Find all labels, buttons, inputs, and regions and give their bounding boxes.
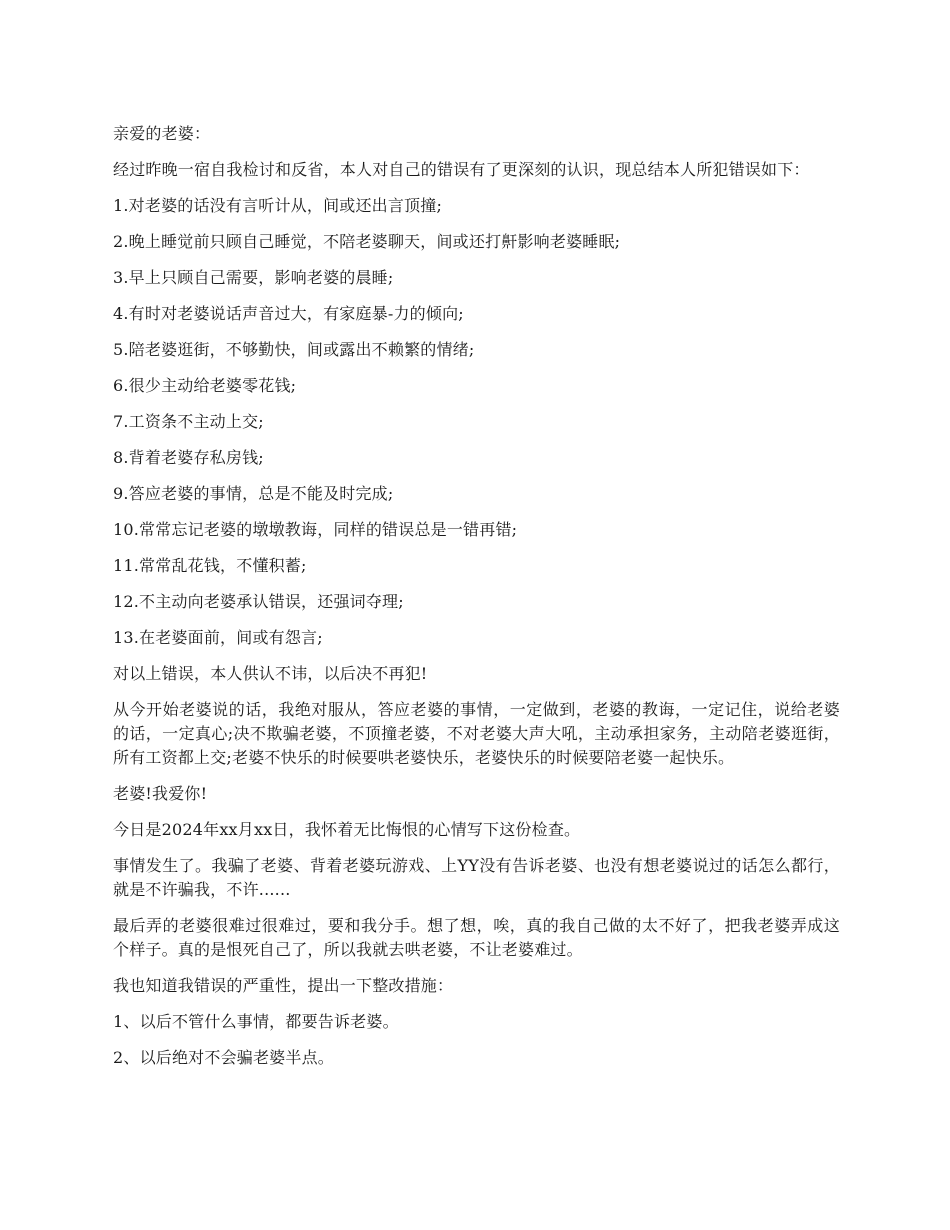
consequence-paragraph: 最后弄的老婆很难过很难过，要和我分手。想了想，唉，真的我自己做的太不好了，把我老婆弄成这个样子。真的是恨死自己了，所以我就去哄老婆，不让老婆难过。	[113, 916, 840, 959]
error-item-5: 5.陪老婆逛街，不够勤快，间或露出不赖繁的情绪;	[113, 340, 475, 359]
measure-item-1: 1、以后不管什么事情，都要告诉老婆。	[113, 1012, 399, 1031]
incident-paragraph: 事情发生了。我骗了老婆、背着老婆玩游戏、上YY没有告诉老婆、也没有想老婆说过的话怎么都行，就是不许骗我，不许......	[113, 856, 840, 899]
intro-paragraph: 经过昨晚一宿自我检讨和反省，本人对自己的错误有了更深刻的认识，现总结本人所犯错误如下：	[113, 160, 810, 179]
error-item-3: 3.早上只顾自己需要，影响老婆的晨睡;	[113, 268, 394, 287]
measure-item-2: 2、以后绝对不会骗老婆半点。	[113, 1048, 334, 1067]
error-item-6: 6.很少主动给老婆零花钱;	[113, 376, 297, 395]
salutation: 亲爱的老婆：	[113, 124, 211, 143]
error-item-2: 2.晚上睡觉前只顾自己睡觉，不陪老婆聊天，间或还打鼾影响老婆睡眠;	[113, 232, 621, 251]
error-item-8: 8.背着老婆存私房钱;	[113, 448, 264, 467]
error-item-12: 12.不主动向老婆承认错误，还强词夺理;	[113, 592, 404, 611]
error-item-9: 9.答应老婆的事情，总是不能及时完成;	[113, 484, 394, 503]
error-item-7: 7.工资条不主动上交;	[113, 412, 264, 431]
error-item-11: 11.常常乱花钱，不懂积蓄;	[113, 556, 307, 575]
admission-paragraph: 对以上错误，本人供认不讳，以后决不再犯!	[113, 664, 428, 683]
error-item-1: 1.对老婆的话没有言听计从，间或还出言顶撞;	[113, 196, 443, 215]
error-item-10: 10.常常忘记老婆的墩墩教诲，同样的错误总是一错再错;	[113, 520, 518, 539]
error-item-4: 4.有时对老婆说话声音过大，有家庭暴-力的倾向;	[113, 304, 464, 323]
error-item-13: 13.在老婆面前，间或有怨言;	[113, 628, 323, 647]
love-line: 老婆!我爱你!	[113, 784, 208, 803]
promise-paragraph: 从今开始老婆说的话，我绝对服从，答应老婆的事情，一定做到，老婆的教诲，一定记住，说给老婆的话，一定真心;决不欺骗老婆，不顶撞老婆，不对老婆大声大吼，主动承担家务，主动陪老婆逛街，所有工资都上交;老婆不快乐的时候要哄老婆快乐，老婆快乐的时候要陪老婆一起快乐。	[113, 700, 840, 767]
measures-intro: 我也知道我错误的严重性，提出一下整改措施：	[113, 976, 454, 995]
date-paragraph: 今日是2024年xx月xx日，我怀着无比悔恨的心情写下这份检查。	[113, 820, 581, 839]
